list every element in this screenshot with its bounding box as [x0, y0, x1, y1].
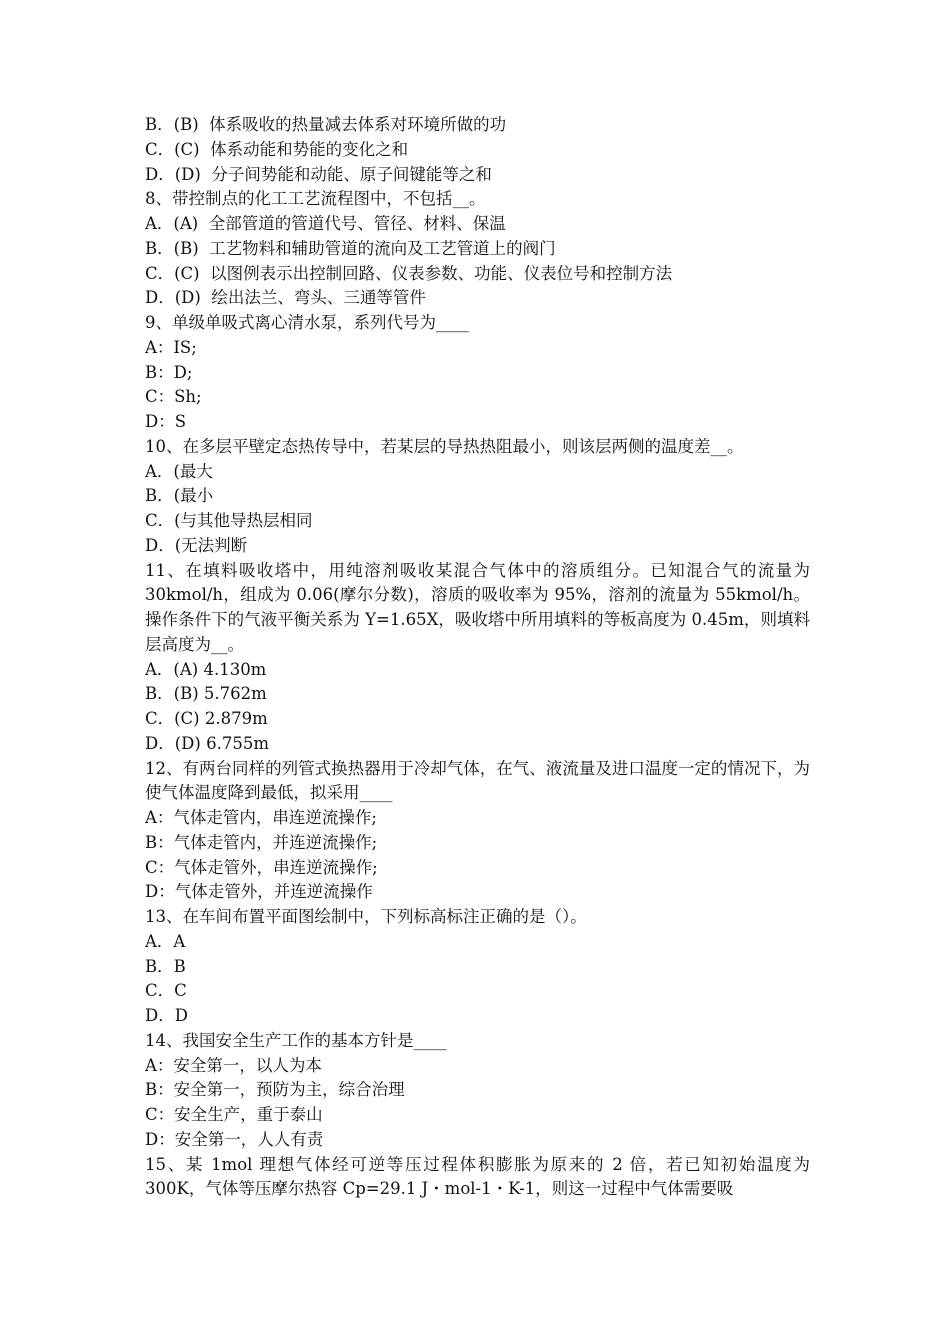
question-8: 8、带控制点的化工工艺流程图中，不包括__。 [145, 189, 486, 209]
question-15: 15、某 1mol 理想气体经可逆等压过程体积膨胀为原来的 2 倍，若已知初始温度为 300K，气体等压摩尔热容 Cp=29.1 J・mol-1・K-1，则这一过程中气体需要吸 [145, 1154, 810, 1199]
option-8d: D．(D) 绘出法兰、弯头、三通等管件 [145, 288, 426, 308]
question-11: 11、在填料吸收塔中，用纯溶剂吸收某混合气体中的溶质组分。已知混合气的流量为 30kmol/h，组成为 0.06(摩尔分数)，溶质的吸收率为 95%，溶剂的流量为 55kmol/h。操作条件下的气液平衡关系为 Y=1.65X，吸收塔中所用填料的等板高度为 0.45m，则填料层高度为__。 [145, 560, 810, 654]
question-9: 9、单级单吸式离心清水泵，系列代号为____ [145, 313, 469, 332]
option-9d: D：S [145, 412, 187, 431]
option-11b: B．(B) 5.762m [145, 684, 267, 704]
option-11a: A．(A) 4.130m [145, 659, 267, 679]
option-13d: D．D [145, 1006, 188, 1025]
option-7c: C．(C) 体系动能和势能的变化之和 [145, 139, 409, 159]
question-13: 13、在车间布置平面图绘制中，下列标高标注正确的是（）。 [145, 907, 587, 926]
option-9c: C：Sh; [145, 387, 202, 407]
option-12b: B：气体走管内，并连逆流操作; [145, 832, 378, 852]
option-9a: A：IS; [145, 337, 197, 357]
option-11d: D．(D) 6.755m [145, 733, 269, 753]
option-14a: A：安全第一，以人为本 [145, 1055, 322, 1075]
option-10c: C．(与其他导热层相同 [145, 511, 313, 530]
option-13b: B．B [145, 956, 186, 976]
question-14: 14、我国安全生产工作的基本方针是____ [145, 1030, 447, 1050]
option-12c: C：气体走管外，串连逆流操作; [145, 857, 378, 877]
option-13a: A．A [145, 931, 186, 951]
option-10b: B．(最小 [145, 486, 214, 506]
option-7b: B．(B) 体系吸收的热量减去体系对环境所做的功 [145, 115, 507, 134]
option-14d: D：安全第一，人人有责 [145, 1129, 324, 1149]
question-12: 12、有两台同样的列管式换热器用于冷却气体，在气、液流量及进口温度一定的情况下，为使气体温度降到最低，拟采用____ [145, 758, 810, 803]
option-12d: D：气体走管外，并连逆流操作 [145, 882, 373, 902]
question-10: 10、在多层平壁定态热传导中，若某层的导热热阻最小，则该层两侧的温度差__。 [145, 436, 744, 456]
option-11c: C．(C) 2.879m [145, 709, 268, 728]
option-8a: A．(A) 全部管道的管道代号、管径、材料、保温 [145, 214, 506, 233]
option-9b: B：D; [145, 362, 193, 382]
option-8c: C．(C) 以图例表示出控制回路、仪表参数、功能、仪表位号和控制方法 [145, 263, 673, 283]
option-10d: D．(无法判断 [145, 535, 248, 555]
option-13c: C．C [145, 981, 187, 1001]
option-10a: A．(最大 [145, 461, 213, 481]
option-14c: C：安全生产，重于泰山 [145, 1105, 323, 1124]
option-7d: D．(D) 分子间势能和动能、原子间键能等之和 [145, 164, 492, 184]
option-8b: B．(B) 工艺物料和辅助管道的流向及工艺管道上的阀门 [145, 238, 556, 258]
page-content [145, 113, 810, 1202]
option-12a: A：气体走管内，串连逆流操作; [145, 808, 377, 827]
option-14b: B：安全第一，预防为主，综合治理 [145, 1080, 405, 1100]
